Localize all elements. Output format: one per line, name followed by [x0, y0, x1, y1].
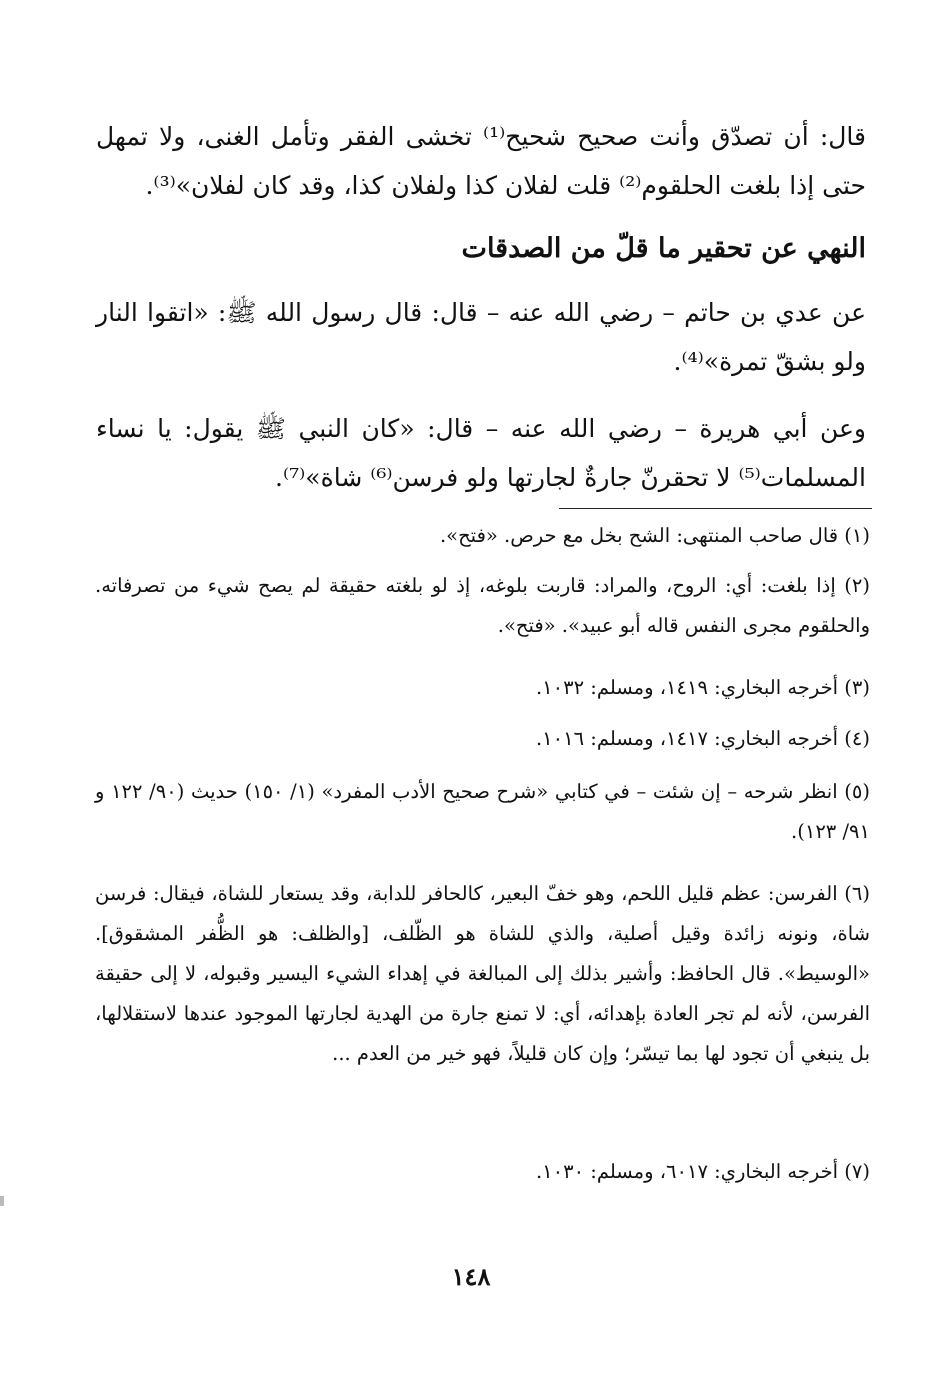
page-number: ١٤٨ — [451, 1262, 491, 1291]
footnote-separator — [559, 508, 872, 509]
footnote-4: (٤) أخرجه البخاري: ١٤١٧، ومسلم: ١٠١٦. — [535, 727, 870, 750]
footnote-3: (٣) أخرجه البخاري: ١٤١٩، ومسلم: ١٠٣٢. — [535, 676, 870, 699]
footnote-2: (٢) إذا بلغت: أي: الروح، والمراد: قاربت بلوغه، إذ لو بلغته حقيقة لم يصح شيء من تصرفاته. والحلقوم مجرى النفس قاله أبو عبيد». «فتح». — [95, 574, 870, 637]
body-paragraph-3: وعن أبي هريرة – رضي الله عنه – قال: «كان النبي ﷺ يقول: يا نساء المسلمات⁽⁵⁾ لا تحقرنّ جارةٌ لجارتها ولو فرسن⁽⁶⁾ شاة»⁽⁷⁾. — [96, 414, 866, 492]
footnote-1: (١) قال صاحب المنتهى: الشح بخل مع حرص. «فتح». — [439, 524, 870, 547]
footnote-5: (٥) انظر شرحه – إن شئت – في كتابي «شرح صحيح الأدب المفرد» (١/ ١٥٠) حديث (٩٠/ ١٢٢ و ٩١/ ١٢٣). — [95, 780, 870, 843]
footnote-6: (٦) الفرسن: عظم قليل اللحم، وهو خفّ البعير، كالحافر للدابة، وقد يستعار للشاة، فيقال: فرسن شاة، ونونه زائدة وقيل أصلية، والذي للشاة هو الظّلف، [والظلف: هو الظُّفر المشقوق]. «الوسيط». قال الحافظ: وأشير بذلك إلى المبالغة في إهداء الشيء اليسير وقبوله، لا إلى حقيقة الفرسن، لأنه لم تجر العادة بإهدائه، أي: لا تمنع جارة من الهدية لجارتها الموجود عندها لاستقلالها، بل ينبغي أن تجود لها بما تيسّر؛ وإن كان قليلاً، فهو خير من العدم ... — [95, 882, 871, 1065]
section-heading: النهي عن تحقير ما قلّ من الصدقات — [461, 233, 866, 264]
footnote-7: (٧) أخرجه البخاري: ٦٠١٧، ومسلم: ١٠٣٠. — [535, 1160, 870, 1183]
body-paragraph-2: عن عدي بن حاتم – رضي الله عنه – قال: قال رسول الله ﷺ: «اتقوا النار ولو بشقّ تمرة»⁽⁴⁾. — [96, 298, 866, 376]
body-paragraph-1: قال: أن تصدّق وأنت صحيح شحيح⁽¹⁾ تخشى الفقر وتأمل الغنى، ولا تمهل حتى إذا بلغت الحلقوم⁽²⁾ قلت لفلان كذا ولفلان كذا، وقد كان لفلان»⁽³⁾. — [96, 122, 866, 200]
scan-edge-mark — [0, 1196, 4, 1206]
